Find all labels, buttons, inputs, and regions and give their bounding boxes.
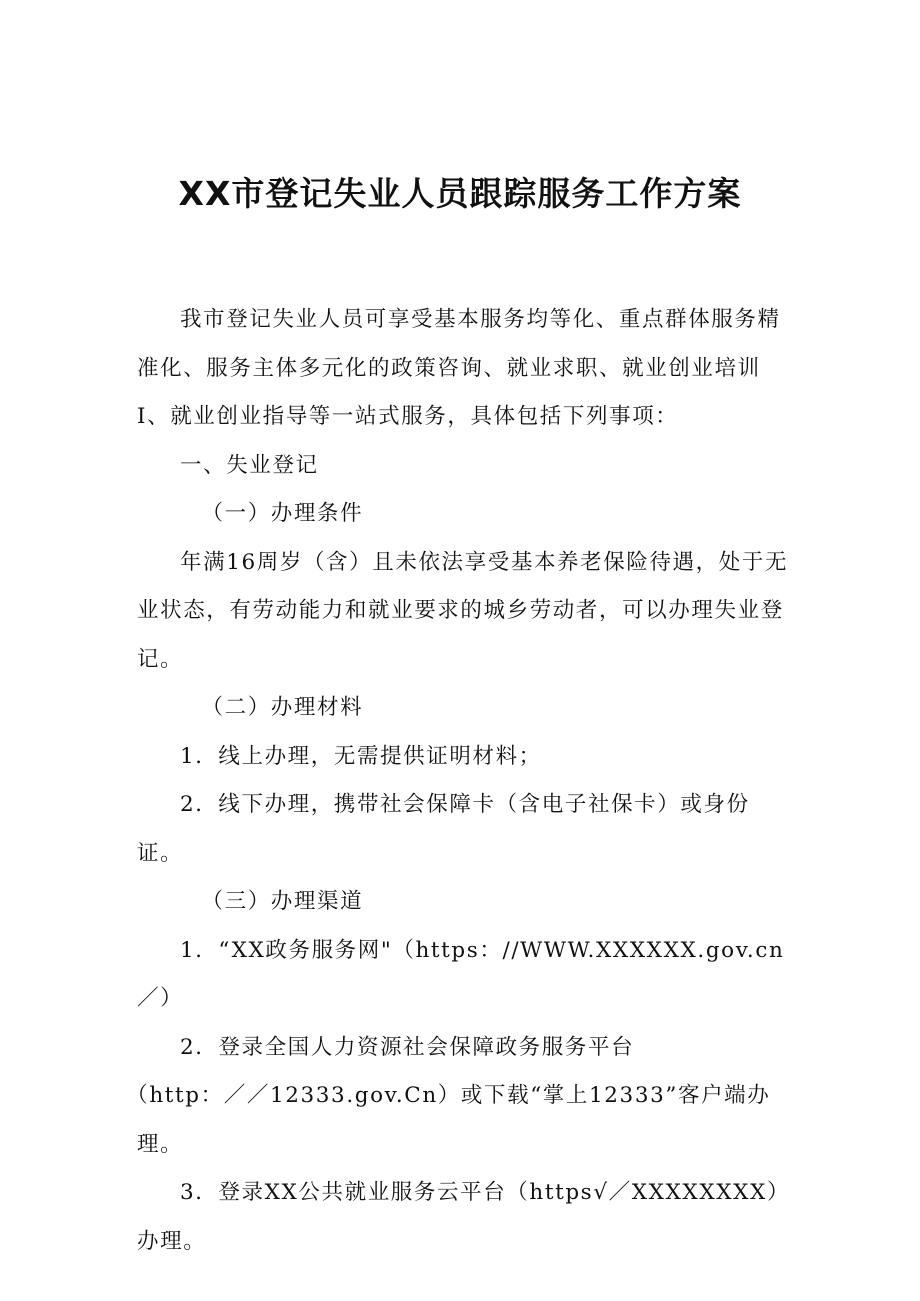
document-body: [126, 296, 792, 1266]
materials-item-1: 1．线上办理，无需提供证明材料；: [180, 743, 542, 769]
subsection-heading-conditions: （一）办理条件: [201, 501, 364, 526]
subsection-heading-materials: （二）办理材料: [201, 695, 364, 720]
channel-item-3: 3．登录XX公共就业服务云平台（https√／XXXXXXXX）办理。: [137, 1180, 791, 1254]
materials-item-2: 2．线下办理，携带社会保障卡（含电子社保卡）或身份证。: [137, 792, 750, 866]
channel-item-2-line1: 2．登录全国人力资源社会保障政务服务平台: [180, 1034, 635, 1060]
conditions-paragraph: 年满16周岁（含）且未依法享受基本养老保险待遇，处于无业状态，有劳动能力和就业要求的城乡劳动者，可以办理失业登记。: [137, 549, 789, 672]
document-title: XX市登记失业人员跟踪服务工作方案: [178, 174, 742, 213]
intro-paragraph: 我市登记失业人员可享受基本服务均等化、重点群体服务精准化、服务主体多元化的政策咨询、就业求职、就业创业培训I、就业创业指导等一站式服务，具体包括下列事项：: [137, 307, 781, 429]
section-heading: 一、失业登记: [180, 452, 319, 478]
channel-item-1: 1．“XX政务服务网"（https：//WWW.XXXXXX.gov.cn／）: [137, 937, 785, 1011]
subsection-heading-channels: （三）办理渠道: [201, 889, 364, 914]
channel-item-2-line2: （http：／／12333.gov.Cn）或下载“掌上12333”客户端办理。: [126, 1083, 771, 1157]
